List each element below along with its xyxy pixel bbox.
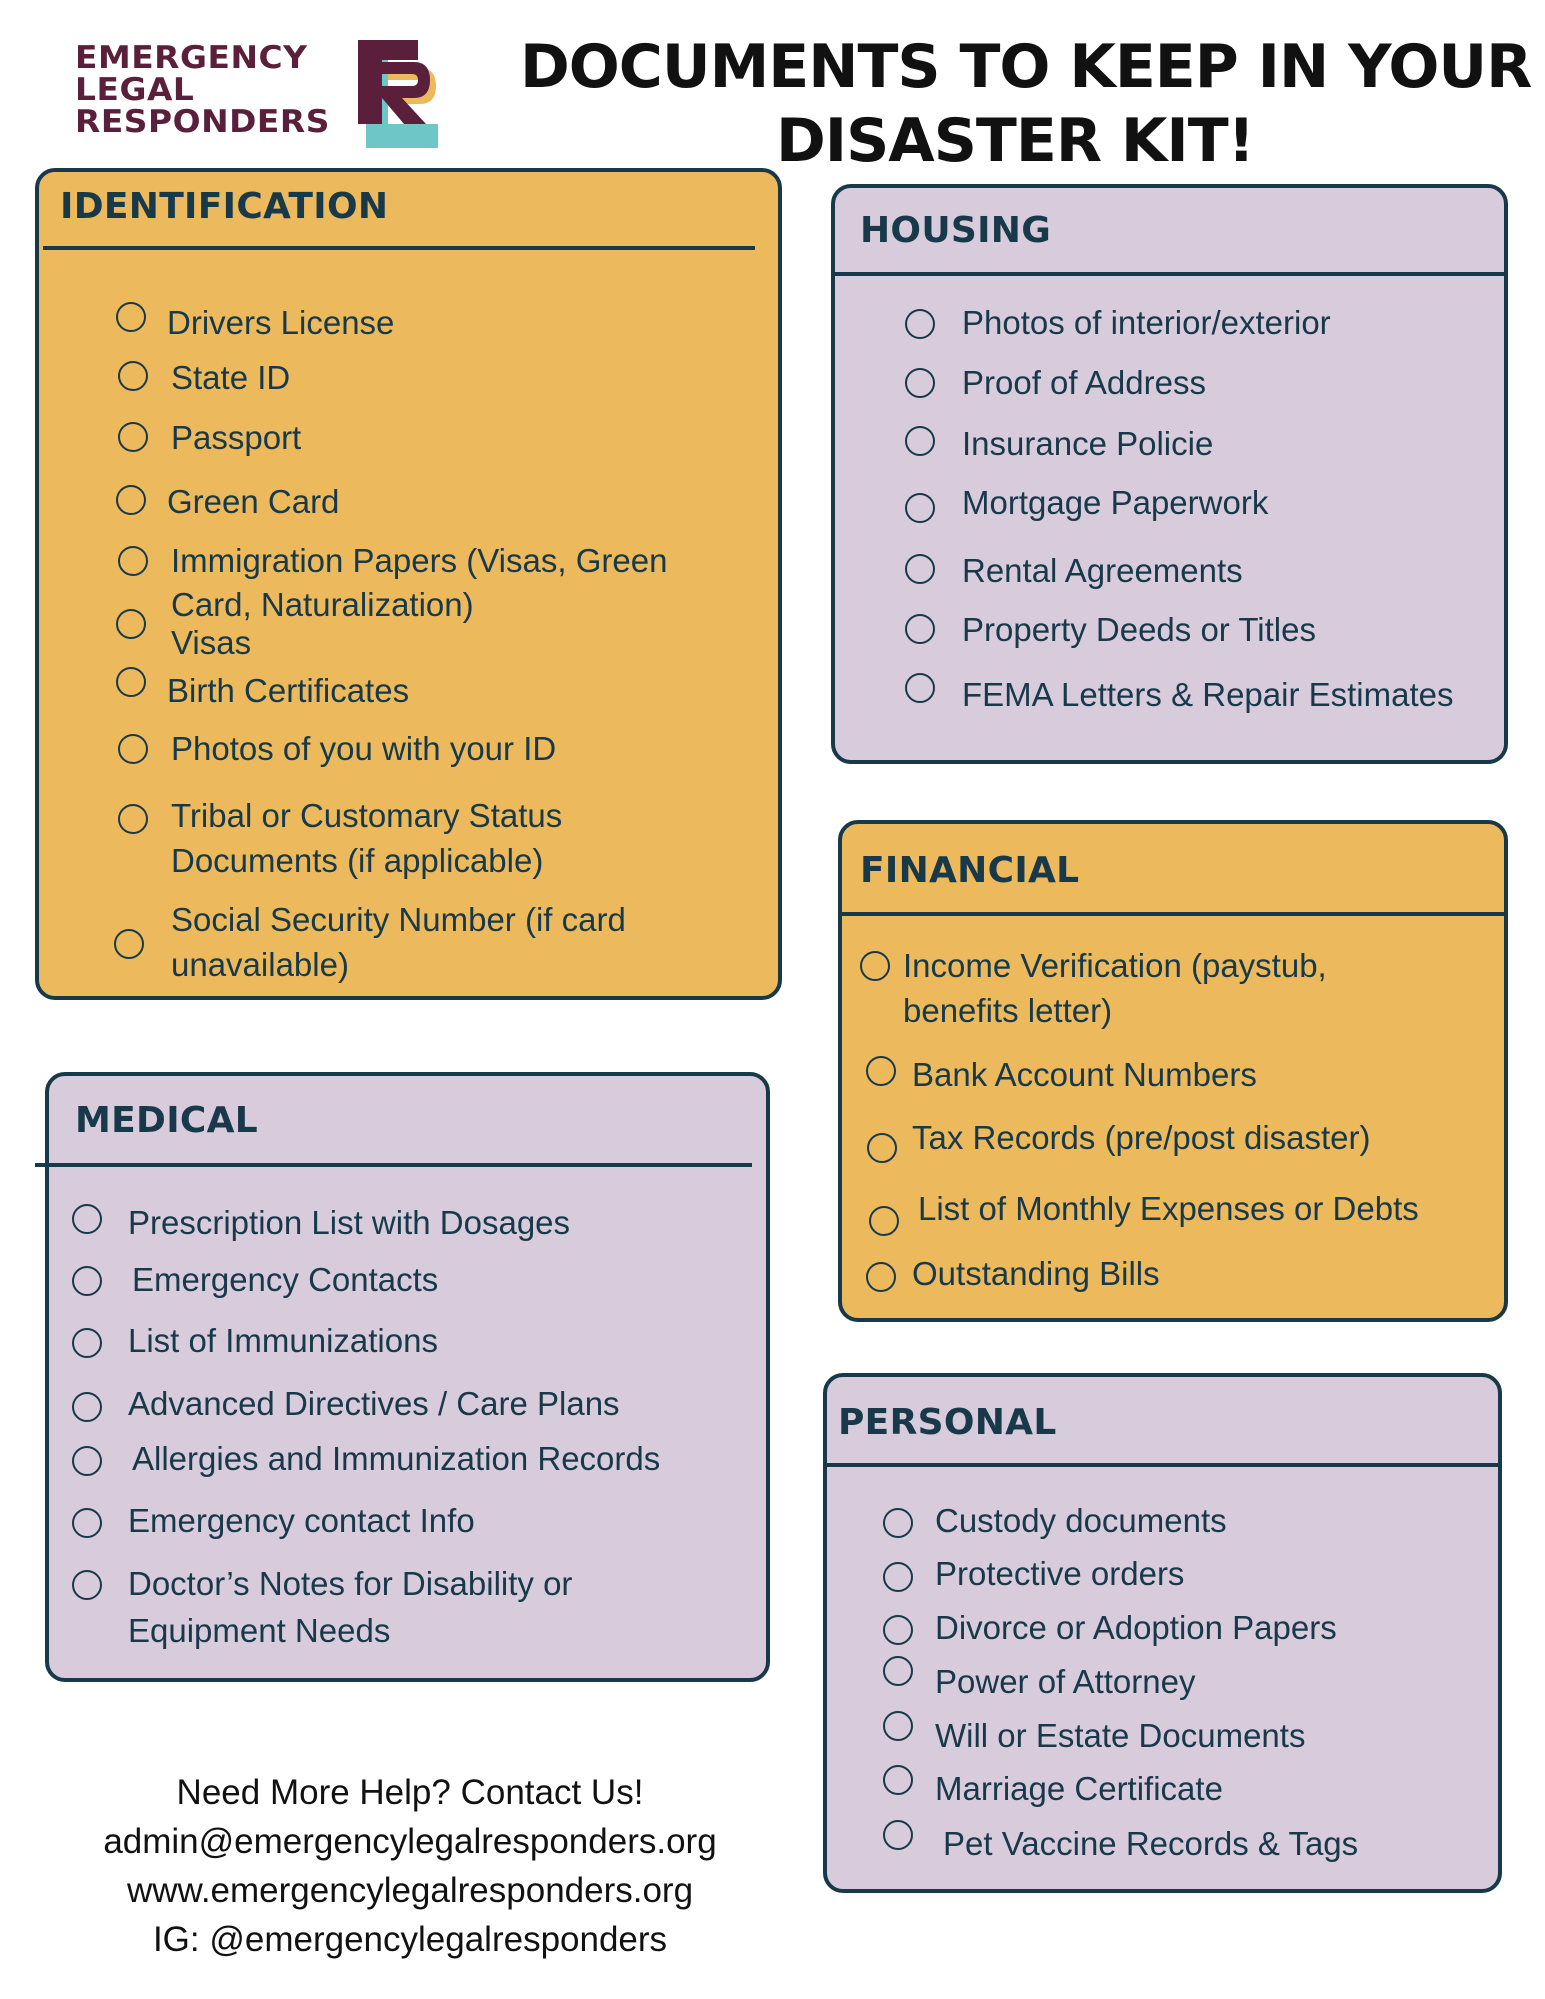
personal-title: PERSONAL xyxy=(838,1402,1057,1443)
personal-item: Will or Estate Documents xyxy=(935,1717,1306,1754)
identification-item: Passport xyxy=(171,419,302,456)
checkbox-advanced-directives[interactable] xyxy=(72,1392,102,1422)
medical-item: Advanced Directives / Care Plans xyxy=(128,1385,620,1422)
checkbox-mortgage[interactable] xyxy=(905,493,935,523)
financial-item: benefits letter) xyxy=(903,992,1113,1029)
medical-item: Emergency contact Info xyxy=(128,1502,475,1539)
financial-item: Bank Account Numbers xyxy=(912,1056,1257,1093)
page-title xyxy=(520,30,1532,178)
medical-divider xyxy=(35,1163,752,1167)
checkbox-photos-interior[interactable] xyxy=(905,309,935,339)
logo-line-1: EMERGENCY xyxy=(75,40,308,76)
checkbox-photos-with-id[interactable] xyxy=(118,734,148,764)
housing-item: Photos of interior/exterior xyxy=(962,304,1331,341)
medical-item: Emergency Contacts xyxy=(132,1261,439,1298)
financial-item: Tax Records (pre/post disaster) xyxy=(912,1119,1371,1156)
identification-item: State ID xyxy=(171,359,291,396)
identification-item: Immigration Papers (Visas, Green xyxy=(171,542,668,579)
logo-line-3: RESPONDERS xyxy=(75,104,330,140)
checkbox-insurance[interactable] xyxy=(905,426,935,456)
personal-item: Custody documents xyxy=(935,1502,1227,1539)
checkbox-birth-certificates[interactable] xyxy=(116,667,146,697)
checkbox-proof-of-address[interactable] xyxy=(905,368,935,398)
checkbox-protective-orders[interactable] xyxy=(883,1562,913,1592)
checkbox-income-verification[interactable] xyxy=(860,951,890,981)
housing-item: Mortgage Paperwork xyxy=(962,484,1269,521)
identification-item: Documents (if applicable) xyxy=(171,842,544,879)
medical-title: MEDICAL xyxy=(75,1100,259,1141)
identification-divider xyxy=(43,246,755,250)
checkbox-rental-agreements[interactable] xyxy=(905,554,935,584)
medical-item: Prescription List with Dosages xyxy=(128,1204,571,1241)
checkbox-green-card[interactable] xyxy=(116,485,146,515)
financial-item: Income Verification (paystub, xyxy=(903,947,1327,984)
logo xyxy=(75,40,445,150)
housing-item: FEMA Letters & Repair Estimates xyxy=(962,676,1454,713)
personal-item: Divorce or Adoption Papers xyxy=(935,1609,1337,1646)
housing-title: HOUSING xyxy=(860,210,1052,251)
medical-item: List of Immunizations xyxy=(128,1322,438,1359)
personal-divider xyxy=(826,1463,1502,1467)
page-title-line-2: DISASTER KIT! xyxy=(775,106,1255,176)
identification-item: Tribal or Customary Status xyxy=(171,797,563,834)
checkbox-social-security[interactable] xyxy=(114,929,144,959)
contact-email-link[interactable]: admin@emergencylegalresponders.org xyxy=(103,1822,717,1861)
housing-item: Property Deeds or Titles xyxy=(962,611,1316,648)
checkbox-passport[interactable] xyxy=(118,422,148,452)
logo-line-2: LEGAL xyxy=(75,72,195,108)
contact-block xyxy=(30,1768,790,1964)
checkbox-prescription-list[interactable] xyxy=(72,1204,102,1234)
medical-item: Equipment Needs xyxy=(128,1612,391,1649)
checkbox-emergency-contacts[interactable] xyxy=(72,1266,102,1296)
checkbox-divorce-adoption[interactable] xyxy=(883,1615,913,1645)
identification-item: Card, Naturalization) xyxy=(171,586,474,623)
financial-title: FINANCIAL xyxy=(860,850,1080,891)
checkbox-bank-accounts[interactable] xyxy=(866,1056,896,1086)
checkbox-visas[interactable] xyxy=(116,609,146,639)
checkbox-custody[interactable] xyxy=(883,1508,913,1538)
contact-heading: Need More Help? Contact Us! xyxy=(176,1773,644,1812)
checkbox-tribal-status[interactable] xyxy=(118,804,148,834)
logo-wordmark xyxy=(75,42,330,138)
identification-item: Photos of you with your ID xyxy=(171,730,557,767)
identification-item: unavailable) xyxy=(171,946,349,983)
checkbox-emergency-contact-info[interactable] xyxy=(72,1508,102,1538)
identification-title: IDENTIFICATION xyxy=(60,186,389,227)
checkbox-doctors-notes[interactable] xyxy=(72,1570,102,1600)
identification-item: Birth Certificates xyxy=(167,672,410,709)
checkbox-immunizations[interactable] xyxy=(72,1328,102,1358)
personal-item: Pet Vaccine Records & Tags xyxy=(943,1825,1359,1862)
identification-item: Social Security Number (if card xyxy=(171,901,626,938)
identification-item: Green Card xyxy=(167,483,340,520)
housing-item: Insurance Policie xyxy=(962,425,1214,462)
medical-item: Doctor’s Notes for Disability or xyxy=(128,1565,573,1602)
identification-item: Drivers License xyxy=(167,304,395,341)
checkbox-allergies[interactable] xyxy=(72,1446,102,1476)
checkbox-tax-records[interactable] xyxy=(867,1133,897,1163)
checkbox-immigration-papers[interactable] xyxy=(118,546,148,576)
personal-item: Power of Attorney xyxy=(935,1663,1196,1700)
financial-item: List of Monthly Expenses or Debts xyxy=(918,1190,1419,1227)
housing-item: Proof of Address xyxy=(962,364,1206,401)
checkbox-fema-letters[interactable] xyxy=(905,673,935,703)
checkbox-monthly-expenses[interactable] xyxy=(869,1206,899,1236)
financial-divider xyxy=(841,912,1508,916)
housing-divider xyxy=(833,272,1506,276)
financial-item: Outstanding Bills xyxy=(912,1255,1160,1292)
checkbox-power-of-attorney[interactable] xyxy=(883,1656,913,1686)
checkbox-drivers-license[interactable] xyxy=(116,302,146,332)
checkbox-property-deeds[interactable] xyxy=(905,614,935,644)
medical-item: Allergies and Immunization Records xyxy=(132,1440,661,1477)
logo-mark-icon xyxy=(358,40,438,148)
checkbox-state-id[interactable] xyxy=(118,361,148,391)
checkbox-pet-vaccine[interactable] xyxy=(883,1820,913,1850)
housing-item: Rental Agreements xyxy=(962,552,1243,589)
identification-item: Visas xyxy=(171,624,252,661)
personal-item: Protective orders xyxy=(935,1555,1185,1592)
page-title-line-1: DOCUMENTS TO KEEP IN YOUR xyxy=(520,32,1532,102)
checkbox-will-estate[interactable] xyxy=(883,1711,913,1741)
contact-website-link[interactable]: www.emergencylegalresponders.org xyxy=(126,1871,694,1910)
checkbox-outstanding-bills[interactable] xyxy=(866,1262,896,1292)
personal-item: Marriage Certificate xyxy=(935,1770,1223,1807)
contact-instagram[interactable]: IG: @emergencylegalresponders xyxy=(152,1920,668,1959)
checkbox-marriage-certificate[interactable] xyxy=(883,1765,913,1795)
